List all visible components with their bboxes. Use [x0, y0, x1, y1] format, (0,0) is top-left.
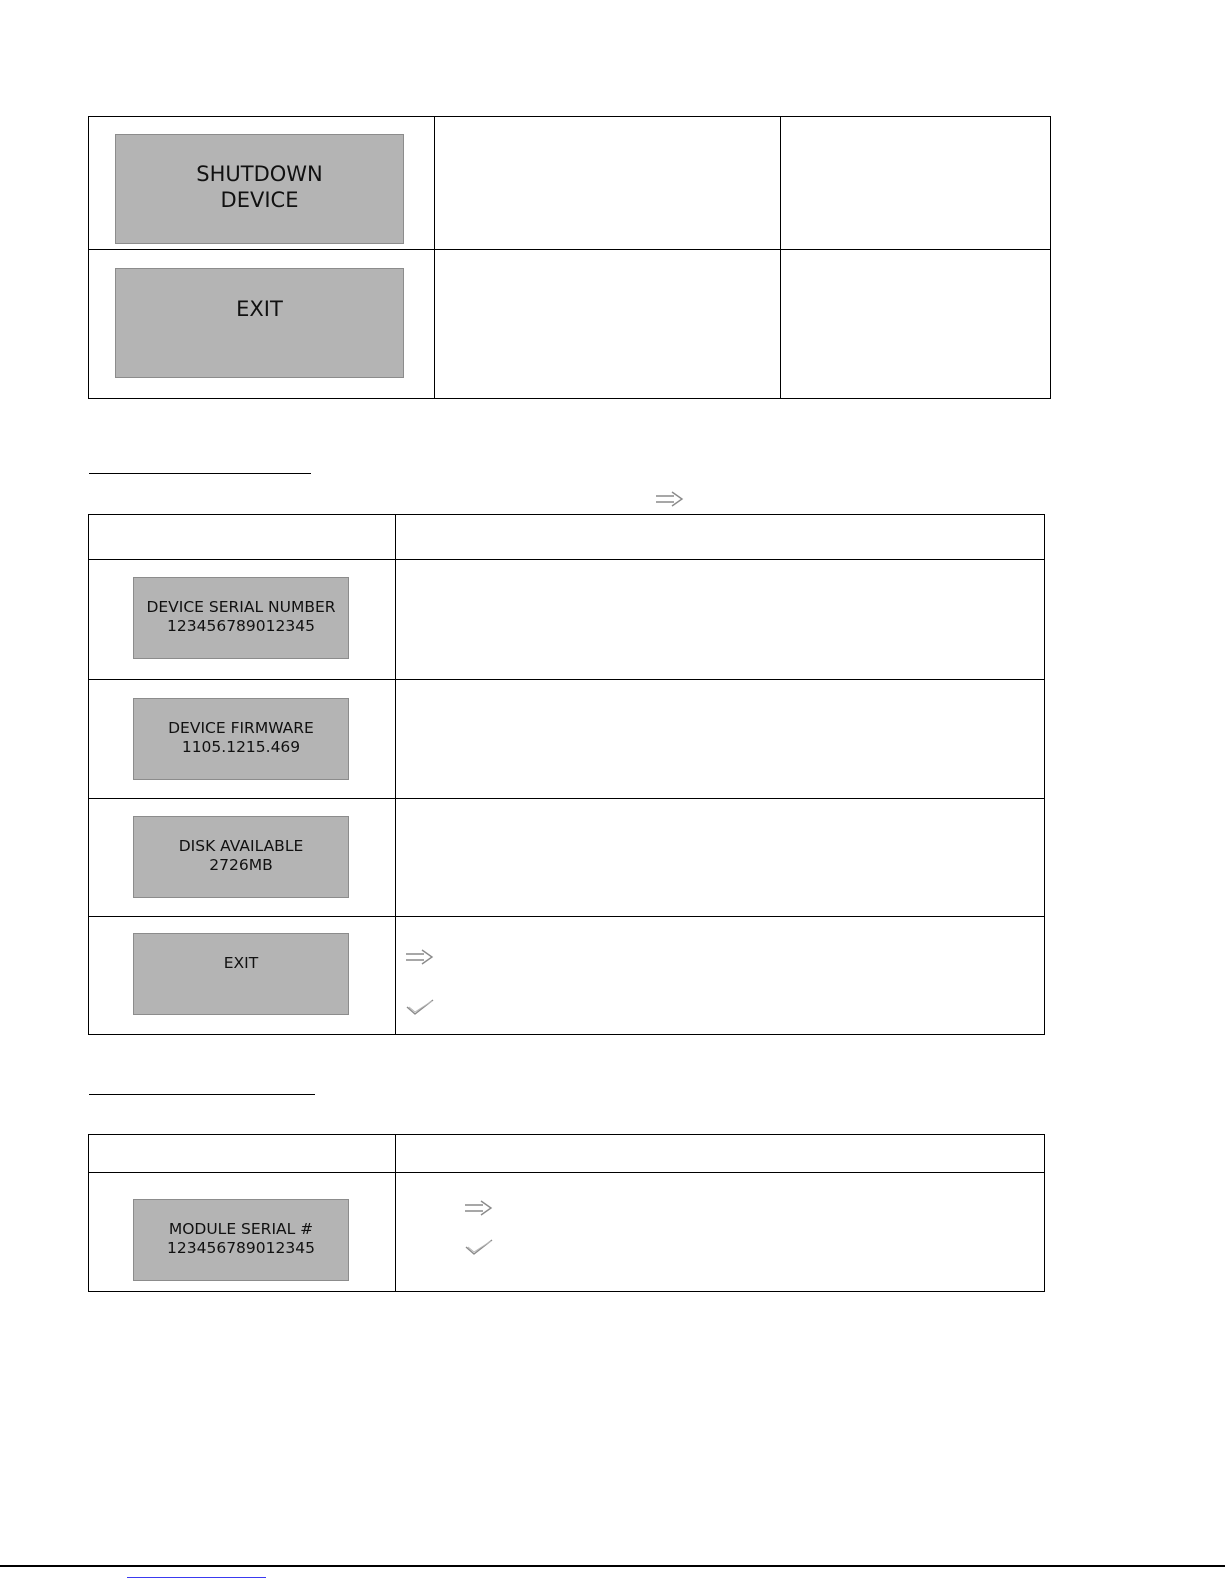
right-double-arrow-icon [405, 948, 435, 966]
lcd-line: 1105.1215.469 [181, 738, 301, 757]
lcd-screen-exit [133, 933, 349, 1015]
lcd-line: SHUTDOWN [196, 162, 323, 186]
lcd-line: 123456789012345 [167, 617, 315, 636]
footer-link-underline[interactable] [127, 1577, 266, 1578]
device-info-table [88, 514, 1045, 1035]
table-row [89, 250, 1051, 399]
table-row [89, 917, 1045, 1035]
table-cell [89, 1173, 396, 1292]
shutdown-exit-table [88, 116, 1051, 399]
table-row [89, 680, 1045, 799]
table-header-cell [89, 515, 396, 560]
lcd-line: 2726MB [209, 856, 273, 875]
table-cell [89, 117, 435, 250]
lcd-screen-shutdown-device [115, 134, 404, 244]
table-cell [435, 250, 781, 399]
lcd-line: DEVICE SERIAL NUMBER [146, 598, 336, 616]
table-row [89, 799, 1045, 917]
lcd-screen-device-firmware [133, 698, 349, 780]
table-cell [89, 680, 396, 799]
table-header-row [89, 1135, 1045, 1173]
lcd-line: EXIT [223, 954, 259, 972]
right-double-arrow-icon [464, 1199, 494, 1217]
table-cell [396, 917, 1045, 1035]
section-heading-underline [89, 1094, 315, 1095]
check-mark-icon [464, 1237, 494, 1257]
table-cell [781, 250, 1051, 399]
lcd-screen-exit [115, 268, 404, 378]
table-cell [396, 560, 1045, 680]
section-heading-underline [89, 473, 311, 474]
table-header-cell [89, 1135, 396, 1173]
table-row [89, 1173, 1045, 1292]
lcd-line: DEVICE [220, 188, 299, 213]
table-cell [396, 680, 1045, 799]
table-cell [89, 917, 396, 1035]
lcd-line: DEVICE FIRMWARE [168, 719, 314, 737]
table-cell [396, 799, 1045, 917]
page-bottom-rule [0, 1565, 1225, 1567]
table-cell [396, 1173, 1045, 1292]
right-double-arrow-icon [655, 490, 685, 508]
table-header-row [89, 515, 1045, 560]
table-header-cell [396, 1135, 1045, 1173]
lcd-screen-device-serial-number [133, 577, 349, 659]
table-cell [89, 250, 435, 399]
lcd-screen-module-serial [133, 1199, 349, 1281]
check-mark-icon [405, 997, 435, 1017]
module-info-table [88, 1134, 1045, 1292]
lcd-line: EXIT [236, 297, 283, 321]
table-cell [781, 117, 1051, 250]
table-header-cell [396, 515, 1045, 560]
lcd-line: DISK AVAILABLE [178, 837, 304, 855]
lcd-line: 123456789012345 [167, 1239, 315, 1258]
table-cell [435, 117, 781, 250]
lcd-line: MODULE SERIAL # [168, 1220, 314, 1238]
table-row [89, 117, 1051, 250]
lcd-screen-disk-available [133, 816, 349, 898]
table-cell [89, 799, 396, 917]
table-row [89, 560, 1045, 680]
table-cell [89, 560, 396, 680]
